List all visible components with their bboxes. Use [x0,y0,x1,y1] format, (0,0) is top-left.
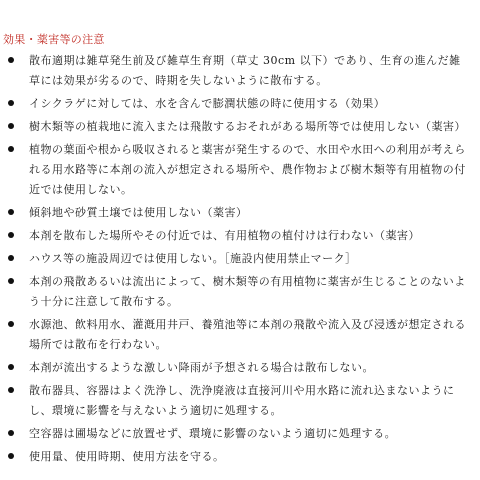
bullet-icon [8,255,14,261]
list-item-text: イシクラゲに対しては、水を含んで膨潤状態の時に使用する（効果） [29,97,386,110]
bullet-icon [8,453,14,459]
list-item [0,203,480,223]
list-item-text: 本剤の飛散あるいは流出によって、樹木類等の有用植物に薬害が生じることのないよう十分に注意して散布する。 [29,275,466,308]
list-item-text: 傾斜地や砂質土壌では使用しない（薬害） [29,206,248,219]
bullet-icon [8,387,14,393]
list-item [0,424,480,444]
list-item [0,94,480,114]
list-item [0,315,480,355]
list-item [0,381,480,421]
list-item [0,249,480,269]
list-item-text: 植物の葉面や根から吸収されると薬害が発生するので、水田や水田への利用が考えられる用水路等に本剤の流入が想定される場所や、農作物および樹木類等有用植物の付近では使用しない。 [29,143,466,196]
list-item-text: 本剤が流出するような激しい降雨が予想される場合は散布しない。 [29,361,374,374]
list-item-text: 散布器具、容器はよく洗浄し、洗浄廃液は直接河川や用水路に流れ込まないようにし、環境に影響を与えないよう適切に処理する。 [29,384,455,417]
bullet-icon [8,364,14,370]
list-item-text: 樹木類等の植栽地に流入または飛散するおそれがある場所等では使用しない（薬害） [29,120,466,133]
list-item-text: 水源池、飲料用水、灌漑用井戸、養殖池等に本剤の飛散や流入及び浸透が想定される場所では散布を行わない。 [29,318,466,351]
list-item [0,117,480,137]
list-item [0,272,480,312]
list-item-text: 空容器は圃場などに放置せず、環境に影響のないよう適切に処理する。 [29,427,397,440]
list-item-text: 本剤を散布した場所やその付近では、有用植物の植付けは行わない（薬害） [29,229,420,242]
list-item-text: 使用量、使用時期、使用方法を守る。 [29,450,225,463]
list-item [0,358,480,378]
bullet-icon [8,430,14,436]
list-item [0,447,480,467]
list-item [0,51,480,91]
list-item [0,140,480,200]
list-item-text: ハウス等の施設周辺では使用しない。［施設内使用禁止マーク］ [29,252,357,265]
bullet-icon [8,209,14,215]
list-item [0,226,480,246]
section-heading: 効果・薬害等の注意 [3,33,105,46]
bullet-icon [8,146,14,152]
bullet-icon [8,57,14,63]
bullet-icon [8,321,14,327]
bullet-icon [8,123,14,129]
list-item-text: 散布適期は雑草発生前及び雑草生育期（草丈 30cm 以下）であり、生育の進んだ雑草には効果が劣るので、時期を失しないように散布する。 [29,54,461,87]
bullet-icon [8,100,14,106]
precaution-list [0,51,480,470]
bullet-icon [8,232,14,238]
bullet-icon [8,278,14,284]
